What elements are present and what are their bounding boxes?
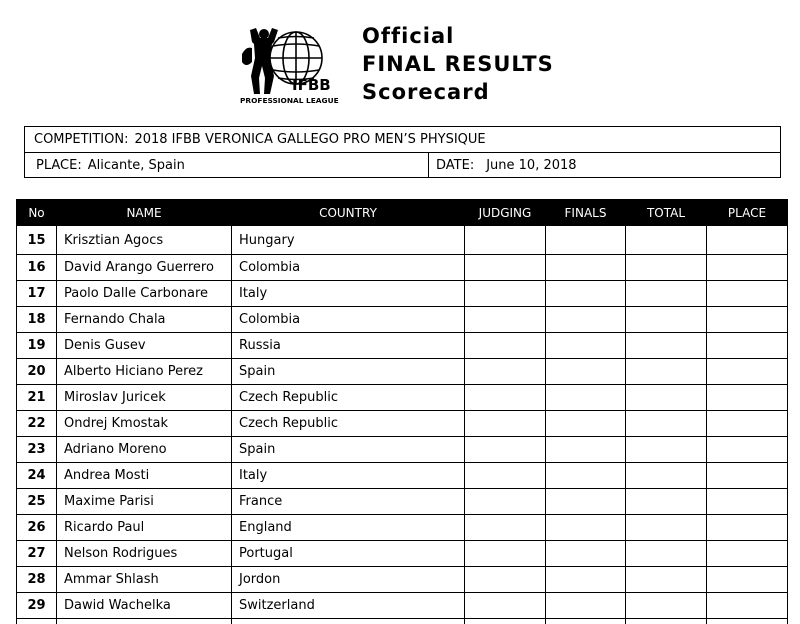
page-title <box>362 22 554 106</box>
judging-cell <box>465 359 546 385</box>
place-cell <box>707 255 788 281</box>
name-cell: Ricardo Paul <box>57 515 232 541</box>
place-cell <box>707 437 788 463</box>
no-cell: 27 <box>17 541 57 567</box>
place-cell <box>707 385 788 411</box>
column-header-judging: JUDGING <box>465 200 546 226</box>
total-cell <box>626 619 707 624</box>
total-cell <box>626 567 707 593</box>
table-header-row <box>17 200 788 226</box>
name-cell: Krisztian Agocs <box>57 226 232 255</box>
place-cell <box>707 515 788 541</box>
no-cell <box>17 619 57 624</box>
place-cell <box>707 226 788 255</box>
table-row <box>17 619 788 624</box>
name-cell: Denis Gusev <box>57 333 232 359</box>
table-row <box>17 463 788 489</box>
total-cell <box>626 463 707 489</box>
finals-cell <box>546 255 626 281</box>
judging-cell <box>465 333 546 359</box>
place-cell <box>707 411 788 437</box>
date-cell <box>429 153 577 178</box>
finals-cell <box>546 619 626 624</box>
total-cell <box>626 411 707 437</box>
no-cell: 22 <box>17 411 57 437</box>
total-cell <box>626 541 707 567</box>
finals-cell <box>546 226 626 255</box>
judging-cell <box>465 463 546 489</box>
total-cell <box>626 333 707 359</box>
table-row <box>17 437 788 463</box>
no-cell: 16 <box>17 255 57 281</box>
no-cell: 18 <box>17 307 57 333</box>
name-cell: Ondrej Kmostak <box>57 411 232 437</box>
total-cell <box>626 281 707 307</box>
title-line-scorecard: Scorecard <box>362 80 490 104</box>
no-cell: 26 <box>17 515 57 541</box>
judging-cell <box>465 307 546 333</box>
judging-cell <box>465 489 546 515</box>
results-table <box>16 199 788 624</box>
table-row <box>17 593 788 619</box>
date-label: DATE: <box>436 158 475 173</box>
total-cell <box>626 359 707 385</box>
place-label: PLACE: <box>36 158 82 173</box>
country-cell: Switzerland <box>232 593 465 619</box>
name-cell: Fernando Chala <box>57 307 232 333</box>
no-cell: 15 <box>17 226 57 255</box>
finals-cell <box>546 281 626 307</box>
total-cell <box>626 515 707 541</box>
competition-row <box>25 127 780 153</box>
no-cell: 21 <box>17 385 57 411</box>
table-row <box>17 333 788 359</box>
table-row <box>17 515 788 541</box>
name-cell: David Arango Guerrero <box>57 255 232 281</box>
name-cell: Miroslav Juricek <box>57 385 232 411</box>
place-cell <box>707 307 788 333</box>
table-row <box>17 281 788 307</box>
place-cell <box>707 333 788 359</box>
place-value: Alicante, Spain <box>87 158 185 173</box>
table-row <box>17 385 788 411</box>
judging-cell <box>465 255 546 281</box>
no-cell: 19 <box>17 333 57 359</box>
no-cell: 25 <box>17 489 57 515</box>
judging-cell <box>465 515 546 541</box>
no-cell: 29 <box>17 593 57 619</box>
total-cell <box>626 593 707 619</box>
country-cell: Russia <box>232 333 465 359</box>
bodybuilder-figure-icon <box>242 28 278 94</box>
total-cell <box>626 437 707 463</box>
country-cell: France <box>232 489 465 515</box>
finals-cell <box>546 593 626 619</box>
table-row <box>17 226 788 255</box>
competition-value: 2018 IFBB VERONICA GALLEGO PRO MEN’S PHYSIQUE <box>134 132 486 147</box>
judging-cell <box>465 567 546 593</box>
no-cell: 23 <box>17 437 57 463</box>
country-cell <box>232 619 465 624</box>
column-header-finals: FINALS <box>546 200 626 226</box>
finals-cell <box>546 489 626 515</box>
name-cell: Paolo Dalle Carbonare <box>57 281 232 307</box>
finals-cell <box>546 333 626 359</box>
column-header-no: No <box>17 200 57 226</box>
total-cell <box>626 489 707 515</box>
total-cell <box>626 307 707 333</box>
total-cell <box>626 226 707 255</box>
competition-info-box <box>24 126 781 178</box>
place-cell <box>25 153 429 178</box>
table-row <box>17 307 788 333</box>
finals-cell <box>546 515 626 541</box>
table-row <box>17 359 788 385</box>
table-row <box>17 489 788 515</box>
ifbb-logo <box>234 24 352 106</box>
name-cell: Andrea Mosti <box>57 463 232 489</box>
name-cell: Adriano Moreno <box>57 437 232 463</box>
country-cell: Portugal <box>232 541 465 567</box>
country-cell: Spain <box>232 359 465 385</box>
name-cell: Dawid Wachelka <box>57 593 232 619</box>
finals-cell <box>546 307 626 333</box>
country-cell: Colombia <box>232 255 465 281</box>
column-header-country: COUNTRY <box>232 200 465 226</box>
finals-cell <box>546 541 626 567</box>
table-row <box>17 541 788 567</box>
header <box>0 0 800 120</box>
finals-cell <box>546 567 626 593</box>
no-cell: 17 <box>17 281 57 307</box>
country-cell: Colombia <box>232 307 465 333</box>
country-cell: Spain <box>232 437 465 463</box>
judging-cell <box>465 619 546 624</box>
finals-cell <box>546 385 626 411</box>
table-row <box>17 567 788 593</box>
no-cell: 28 <box>17 567 57 593</box>
name-cell: Ammar Shlash <box>57 567 232 593</box>
results-body <box>17 226 788 624</box>
finals-cell <box>546 411 626 437</box>
judging-cell <box>465 437 546 463</box>
place-cell <box>707 489 788 515</box>
column-header-total: TOTAL <box>626 200 707 226</box>
place-cell <box>707 593 788 619</box>
total-cell <box>626 255 707 281</box>
place-cell <box>707 359 788 385</box>
finals-cell <box>546 359 626 385</box>
finals-cell <box>546 437 626 463</box>
name-cell: Nelson Rodrigues <box>57 541 232 567</box>
place-cell <box>707 541 788 567</box>
no-cell: 20 <box>17 359 57 385</box>
country-cell: Czech Republic <box>232 385 465 411</box>
title-line-official: Official <box>362 24 455 48</box>
name-cell <box>57 619 232 624</box>
place-cell <box>707 463 788 489</box>
judging-cell <box>465 226 546 255</box>
country-cell: Italy <box>232 463 465 489</box>
title-line-final-results: FINAL RESULTS <box>362 52 554 76</box>
country-cell: Italy <box>232 281 465 307</box>
judging-cell <box>465 593 546 619</box>
country-cell: Jordon <box>232 567 465 593</box>
competition-label: COMPETITION: <box>34 132 129 147</box>
logo-text: IFBB <box>292 76 331 94</box>
name-cell: Alberto Hiciano Perez <box>57 359 232 385</box>
country-cell: Hungary <box>232 226 465 255</box>
place-cell <box>707 619 788 624</box>
name-cell: Maxime Parisi <box>57 489 232 515</box>
date-value: June 10, 2018 <box>486 158 577 173</box>
place-cell <box>707 281 788 307</box>
place-cell <box>707 567 788 593</box>
table-row <box>17 255 788 281</box>
column-header-place: PLACE <box>707 200 788 226</box>
place-date-row <box>25 153 780 178</box>
judging-cell <box>465 385 546 411</box>
total-cell <box>626 385 707 411</box>
country-cell: Czech Republic <box>232 411 465 437</box>
judging-cell <box>465 411 546 437</box>
no-cell: 24 <box>17 463 57 489</box>
column-header-name: NAME <box>57 200 232 226</box>
table-row <box>17 411 788 437</box>
country-cell: England <box>232 515 465 541</box>
judging-cell <box>465 541 546 567</box>
judging-cell <box>465 281 546 307</box>
finals-cell <box>546 463 626 489</box>
logo-subtext: PROFESSIONAL LEAGUE <box>240 96 339 105</box>
